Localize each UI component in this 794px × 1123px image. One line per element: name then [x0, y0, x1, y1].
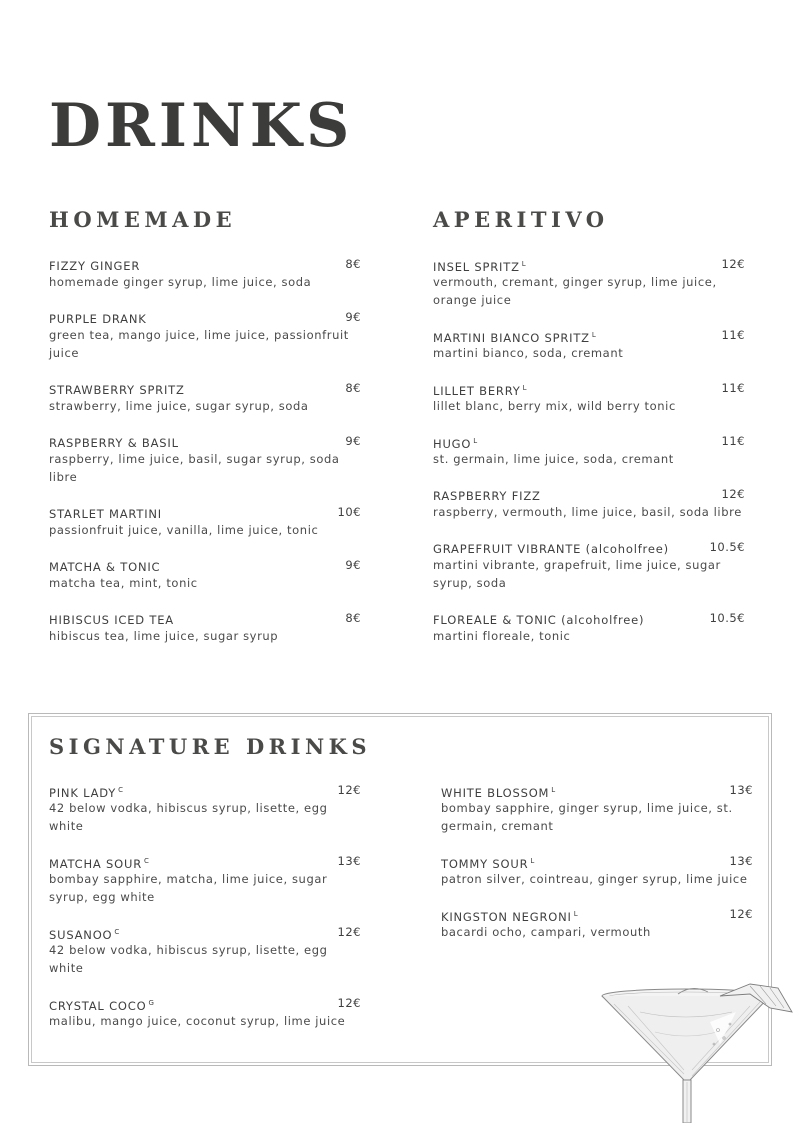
drink-name	[49, 928, 119, 942]
drink-name	[441, 857, 534, 871]
drink-name-text: MATCHA SOUR	[49, 857, 143, 871]
section-heading-aperitivo: APERITIVO	[433, 207, 609, 232]
drink-name-text: TOMMY SOUR	[441, 857, 529, 871]
ingredient-mark: L	[522, 384, 527, 392]
drink-name	[49, 560, 160, 574]
section-heading-homemade: HOMEMADE	[49, 207, 237, 232]
drink-description: patron silver, cointreau, ginger syrup, lime juice	[441, 872, 748, 886]
aperitivo-item	[433, 432, 745, 468]
ingredient-mark: L	[551, 786, 556, 794]
drink-name-text: WHITE BLOSSOM	[441, 786, 550, 800]
ingredient-mark: L	[530, 857, 535, 865]
drink-price: 12€	[337, 996, 361, 1010]
drink-name-text: HUGO	[433, 437, 472, 451]
drink-name-text: MARTINI BIANCO SPRITZ	[433, 331, 590, 345]
homemade-item	[49, 503, 361, 539]
drink-description: bombay sapphire, matcha, lime juice, sugar syrup, egg white	[49, 872, 328, 904]
item-header	[49, 308, 361, 326]
item-header	[49, 609, 361, 627]
drink-name-text: HIBISCUS ICED TEA	[49, 613, 174, 627]
martini-glass-illustration	[600, 982, 794, 1123]
signature-item	[441, 905, 753, 941]
aperitivo-item	[433, 485, 745, 521]
signature-item	[49, 781, 361, 835]
drink-name-text: CRYSTAL COCO	[49, 999, 147, 1013]
drink-name	[441, 786, 555, 800]
drink-description: homemade ginger syrup, lime juice, soda	[49, 275, 312, 289]
item-header	[49, 852, 361, 870]
drink-name	[49, 312, 147, 326]
drink-price: 10€	[337, 505, 361, 519]
homemade-item	[49, 556, 361, 592]
drink-description: bacardi ocho, campari, vermouth	[441, 925, 651, 939]
drink-name	[49, 507, 162, 521]
signature-list-left	[49, 781, 361, 1047]
item-header	[49, 379, 361, 397]
ingredient-mark: L	[521, 260, 526, 268]
item-header	[49, 994, 361, 1012]
drink-name	[49, 999, 154, 1013]
item-header	[433, 485, 745, 503]
drink-description: passionfruit juice, vanilla, lime juice, tonic	[49, 523, 319, 537]
item-header	[433, 432, 745, 450]
drink-description: malibu, mango juice, coconut syrup, lime juice	[49, 1014, 346, 1028]
drink-name-text: RASPBERRY & BASIL	[49, 436, 179, 450]
drink-name	[433, 331, 596, 345]
drink-price: 11€	[721, 434, 745, 448]
drink-price: 8€	[345, 257, 361, 271]
drink-name-text: FIZZY GINGER	[49, 259, 141, 273]
drink-name	[441, 910, 578, 924]
aperitivo-item	[433, 255, 745, 309]
item-header	[49, 432, 361, 450]
drink-name	[433, 384, 527, 398]
drink-description: matcha tea, mint, tonic	[49, 576, 198, 590]
drink-price: 13€	[729, 783, 753, 797]
item-header	[433, 379, 745, 397]
item-header	[441, 852, 753, 870]
ingredient-mark: L	[573, 910, 578, 918]
drink-name-text: STARLET MARTINI	[49, 507, 162, 521]
item-header	[441, 905, 753, 923]
drink-price: 9€	[345, 558, 361, 572]
drink-name-text: KINGSTON NEGRONI	[441, 910, 572, 924]
section-heading-signature: SIGNATURE DRINKS	[49, 734, 372, 759]
drink-name-text: LILLET BERRY	[433, 384, 521, 398]
homemade-item	[49, 609, 361, 645]
drink-price: 10.5€	[709, 540, 745, 554]
homemade-item	[49, 432, 361, 486]
drink-name-text: INSEL SPRITZ	[433, 260, 520, 274]
drink-name	[433, 542, 669, 556]
drink-description: 42 below vodka, hibiscus syrup, lisette, egg white	[49, 943, 328, 975]
item-header	[441, 781, 753, 799]
drink-description: bombay sapphire, ginger syrup, lime juice, st. germain, cremant	[441, 801, 733, 833]
drink-price: 12€	[337, 925, 361, 939]
ingredient-mark: L	[473, 437, 478, 445]
aperitivo-item	[433, 379, 745, 415]
drink-price: 8€	[345, 381, 361, 395]
drink-name	[49, 613, 174, 627]
item-header	[433, 609, 745, 627]
drink-name	[433, 489, 541, 503]
drink-description: st. germain, lime juice, soda, cremant	[433, 452, 674, 466]
drink-price: 9€	[345, 434, 361, 448]
page-title: DRINKS	[49, 91, 354, 161]
drink-name-text: GRAPEFRUIT VIBRANTE (alcoholfree)	[433, 542, 669, 556]
ingredient-mark: L	[591, 331, 596, 339]
homemade-item	[49, 255, 361, 291]
drink-price: 12€	[721, 257, 745, 271]
ingredient-mark: C	[144, 857, 149, 865]
item-header	[49, 556, 361, 574]
aperitivo-item	[433, 538, 745, 592]
signature-item	[49, 994, 361, 1030]
item-header	[49, 923, 361, 941]
drink-name	[433, 260, 526, 274]
item-header	[49, 503, 361, 521]
drink-description: strawberry, lime juice, sugar syrup, soda	[49, 399, 309, 413]
drink-price: 11€	[721, 381, 745, 395]
drink-name	[433, 613, 644, 627]
drink-description: raspberry, lime juice, basil, sugar syrup, soda libre	[49, 452, 340, 484]
drink-description: 42 below vodka, hibiscus syrup, lisette, egg white	[49, 801, 328, 833]
drink-description: martini bianco, soda, cremant	[433, 346, 624, 360]
ingredient-mark: C	[114, 928, 120, 936]
drink-price: 12€	[729, 907, 753, 921]
homemade-item	[49, 308, 361, 362]
drink-price: 13€	[729, 854, 753, 868]
drink-name-text: SUSANOO	[49, 928, 113, 942]
drink-name	[49, 383, 185, 397]
drink-name-text: MATCHA & TONIC	[49, 560, 161, 574]
signature-item	[49, 923, 361, 977]
aperitivo-item	[433, 609, 745, 645]
item-header	[49, 781, 361, 799]
drink-description: lillet blanc, berry mix, wild berry tonic	[433, 399, 676, 413]
drink-price: 12€	[337, 783, 361, 797]
item-header	[433, 538, 745, 556]
signature-item	[49, 852, 361, 906]
item-header	[433, 255, 745, 273]
drink-price: 13€	[337, 854, 361, 868]
drink-name	[433, 437, 477, 451]
signature-item	[441, 852, 753, 888]
item-header	[49, 255, 361, 273]
ingredient-mark: G	[148, 999, 154, 1007]
homemade-list	[49, 255, 361, 662]
drink-name-text: FLOREALE & TONIC (alcoholfree)	[433, 613, 645, 627]
drink-name-text: PURPLE DRANK	[49, 312, 147, 326]
drink-description: vermouth, cremant, ginger syrup, lime juice, orange juice	[433, 275, 717, 307]
drink-description: martini vibrante, grapefruit, lime juice, sugar syrup, soda	[433, 558, 721, 590]
signature-list-right	[441, 781, 753, 958]
drink-price: 12€	[721, 487, 745, 501]
ingredient-mark: C	[118, 786, 124, 794]
drink-name	[49, 786, 123, 800]
drink-description: martini floreale, tonic	[433, 629, 571, 643]
drink-price: 9€	[345, 310, 361, 324]
item-header	[433, 326, 745, 344]
drink-price: 11€	[721, 328, 745, 342]
drink-price: 8€	[345, 611, 361, 625]
drink-description: hibiscus tea, lime juice, sugar syrup	[49, 629, 279, 643]
drink-price: 10.5€	[709, 611, 745, 625]
aperitivo-item	[433, 326, 745, 362]
drink-name-text: RASPBERRY FIZZ	[433, 489, 541, 503]
drink-name	[49, 857, 149, 871]
drink-name	[49, 436, 179, 450]
aperitivo-list	[433, 255, 745, 662]
drink-name	[49, 259, 140, 273]
drink-description: green tea, mango juice, lime juice, passionfruit juice	[49, 328, 349, 360]
drink-description: raspberry, vermouth, lime juice, basil, soda libre	[433, 505, 742, 519]
homemade-item	[49, 379, 361, 415]
drink-name-text: STRAWBERRY SPRITZ	[49, 383, 185, 397]
drink-name-text: PINK LADY	[49, 786, 117, 800]
signature-item	[441, 781, 753, 835]
